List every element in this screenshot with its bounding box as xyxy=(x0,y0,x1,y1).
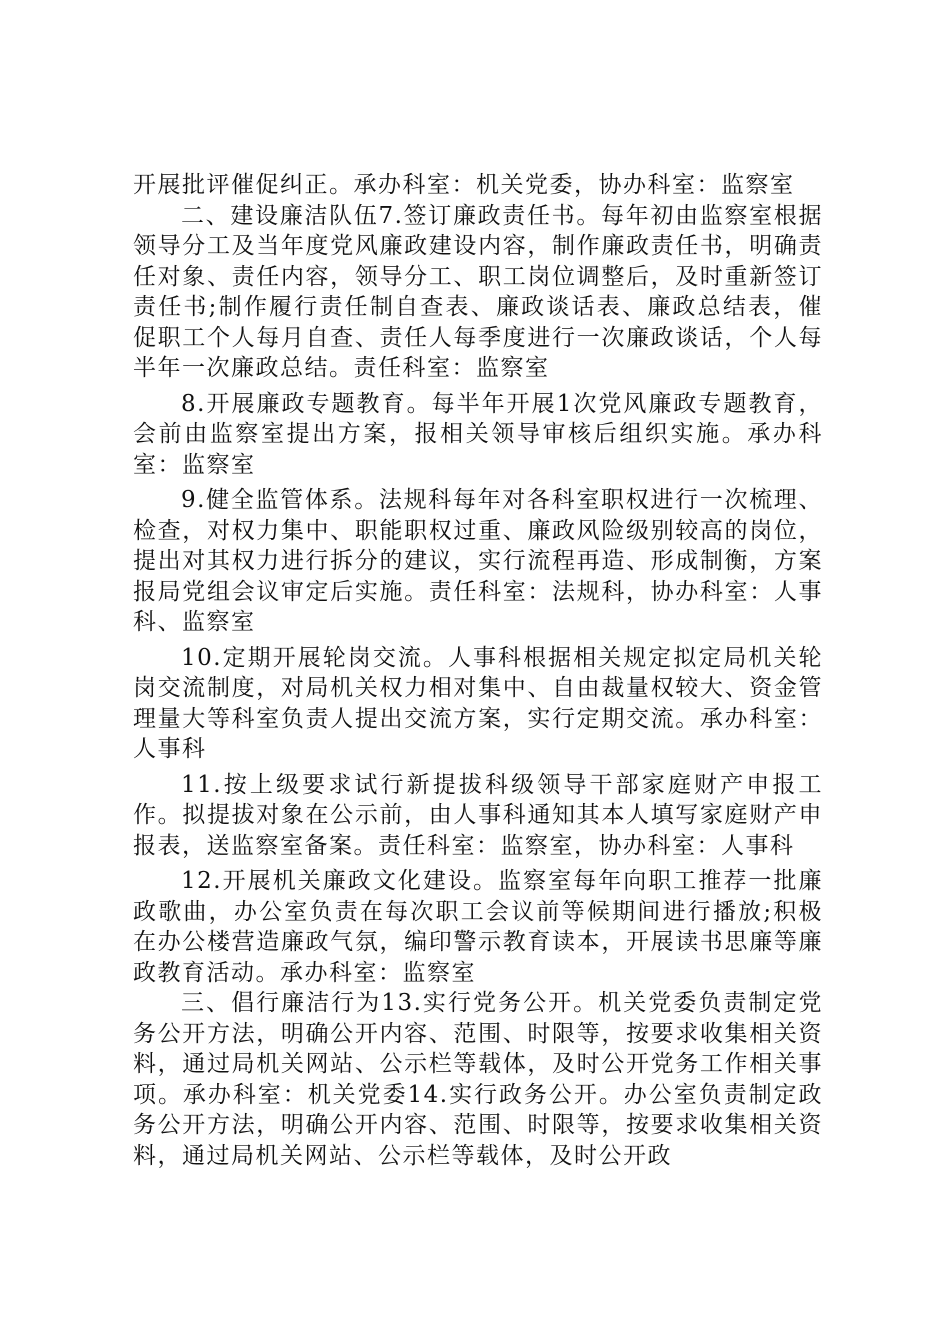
paragraph-6: 11.按上级要求试行新提拔科级领导干部家庭财产申报工作。拟提拔对象在公示前，由人事科通知其本人填写家庭财产申报表，送监察室备案。责任科室：监察室，协办科室：人事科 xyxy=(133,771,823,859)
paragraph-2: 二、建设廉洁队伍7.签订廉政责任书。每年初由监察室根据领导分工及当年度党风廉政建设内容，制作廉政责任书，明确责任对象、责任内容，领导分工、职工岗位调整后，及时重新签订责任书;制作履行责任制自查表、廉政谈话表、廉政总结表，催促职工个人每月自查、责任人每季度进行一次廉政谈话，个人每半年一次廉政总结。责任科室：监察室 xyxy=(133,202,823,381)
paragraph-7: 12.开展机关廉政文化建设。监察室每年向职工推荐一批廉政歌曲，办公室负责在每次职工会议前等候期间进行播放;积极在办公楼营造廉政气氛，编印警示教育读本，开展读书思廉等廉政教育活动。承办科室：监察室 xyxy=(133,868,823,986)
paragraph-1: 开展批评催促纠正。承办科室：机关党委，协办科室：监察室 xyxy=(133,172,795,198)
document-body xyxy=(133,170,823,1171)
paragraph-8: 三、倡行廉洁行为13.实行党务公开。机关党委负责制定党务公开方法，明确公开内容、范围、时限等，按要求收集相关资料，通过局机关网站、公示栏等载体，及时公开党务工作相关事项。承办科室：机关党委14.实行政务公开。办公室负责制定政务公开方法，明确公开内容、范围、时限等，按要求收集相关资料，通过局机关网站、公示栏等载体，及时公开政 xyxy=(133,990,823,1169)
paragraph-3: 8.开展廉政专题教育。每半年开展1次党风廉政专题教育，会前由监察室提出方案，报相关领导审核后组织实施。承办科室：监察室 xyxy=(133,390,823,478)
paragraph-5: 10.定期开展轮岗交流。人事科根据相关规定拟定局机关轮岗交流制度，对局机关权力相对集中、自由裁量权较大、资金管理量大等科室负责人提出交流方案，实行定期交流。承办科室：人事科 xyxy=(133,644,823,762)
paragraph-4: 9.健全监管体系。法规科每年对各科室职权进行一次梳理、检查，对权力集中、职能职权过重、廉政风险级别较高的岗位，提出对其权力进行拆分的建议，实行流程再造、形成制衡，方案报局党组会议审定后实施。责任科室：法规科，协办科室：人事科、监察室 xyxy=(133,487,823,635)
